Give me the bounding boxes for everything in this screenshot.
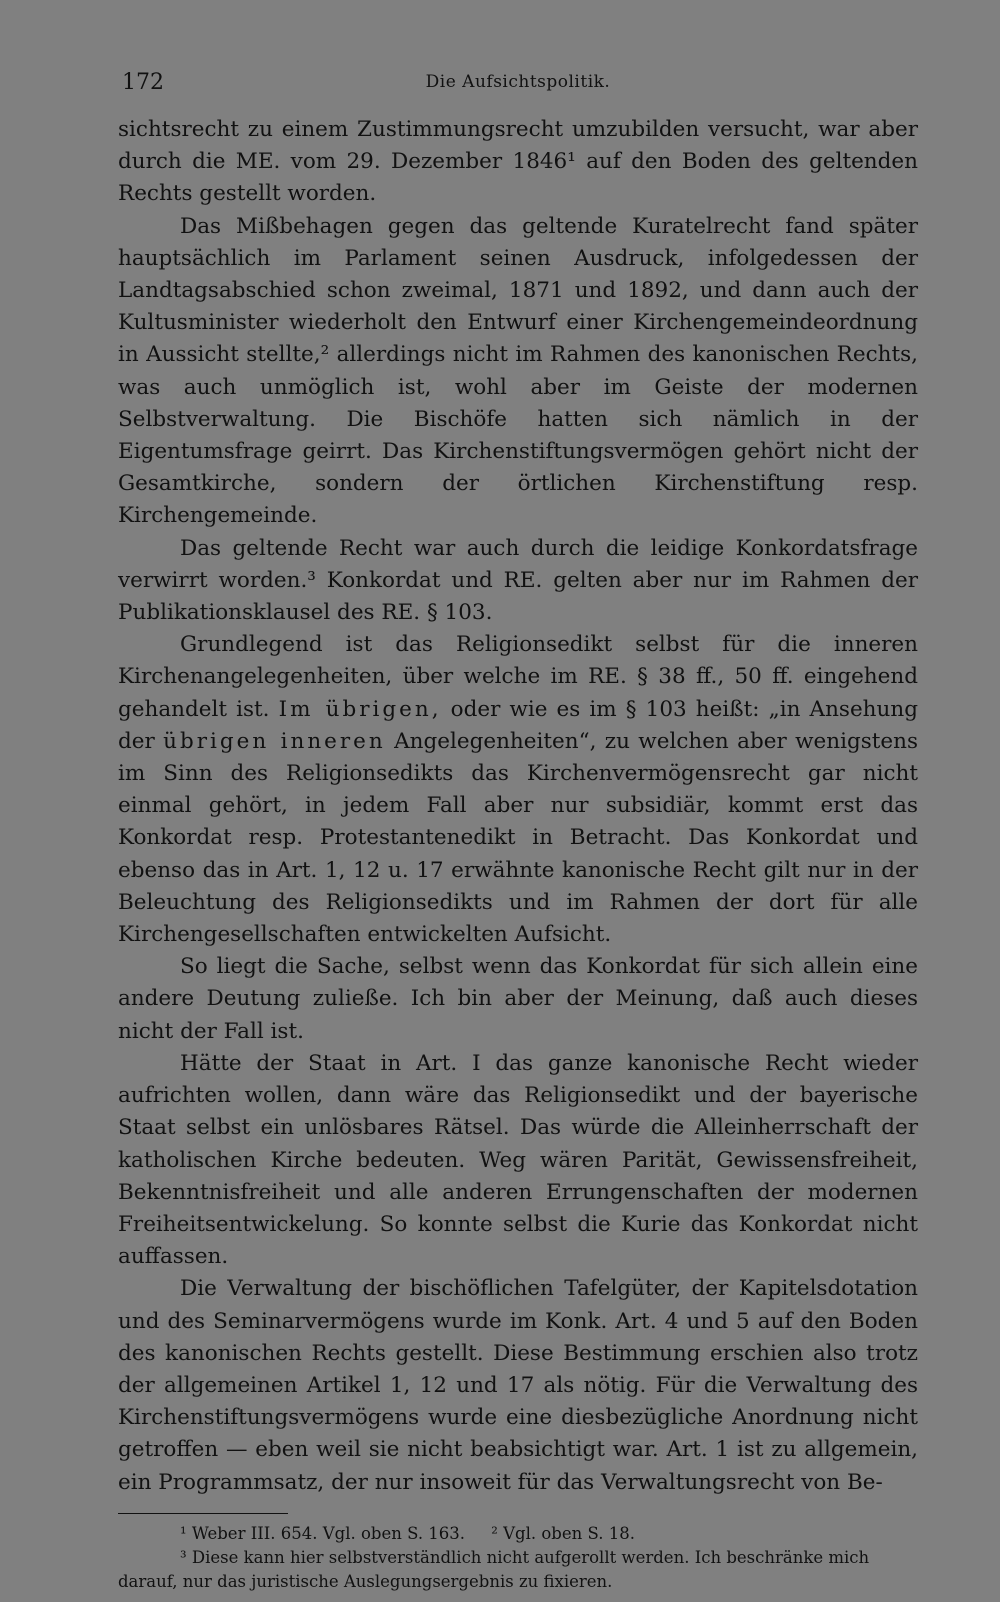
paragraph-4-start: Grundlegend ist das Religionsedikt selbst für die inneren Kirchenangelegenheiten, über welche im RE. § 38 ff., 50 ff. eingehend gehandelt ist. — [118, 632, 918, 722]
footnote-divider — [118, 1513, 288, 1514]
paragraph-2: Das Mißbehagen gegen das geltende Kuratelrecht fand später hauptsächlich im Parlament seinen Ausdruck, infolgedessen der Landtagsabschied schon zweimal, 1871 und 1892, und dann auch der Kultusminister wiederholt den Entwurf einer Kirchengemeindeordnung in Aussicht stellte,² allerdings nicht im Rahmen des kanonischen Rechts, was auch unmöglich ist, wohl aber im Geiste der modernen Selbstverwaltung. Die Bischöfe hatten sich nämlich in der Eigentumsfrage geirrt. Das Kirchenstiftungsvermögen gehört nicht der Gesamtkirche, sondern der örtlichen Kirchenstiftung resp. Kirchengemeinde. — [118, 213, 918, 529]
footnotes — [118, 1522, 918, 1594]
paragraph-4-end: Angelegenheiten“, zu welchen aber wenigstens im Sinn des Religionsedikts das Kirchenvermögensrecht gar nicht einmal gehört, in jedem Fall aber nur subsidiär, kommt erst das Konkordat resp. Protestantenedikt in Betracht. Das Konkordat und ebenso das in Art. 1, 12 u. 17 erwähnte kanonische Recht gilt nur in der Beleuchtung des Religionsedikts und im Rahmen der dort für alle Kirchengesellschaften entwickelten Aufsicht. — [118, 728, 918, 948]
footnote-3: ³ Diese kann hier selbstverständlich nicht aufgerollt werden. Ich beschränke mich darauf, nur das juristische Auslegungsergebnis zu fixieren. — [118, 1547, 870, 1591]
paragraph-5: So liegt die Sache, selbst wenn das Konkordat für sich allein eine andere Deutung zuließe. Ich bin aber der Meinung, daß auch dieses nicht der Fall ist. — [118, 954, 918, 1044]
paragraph-7: Die Verwaltung der bischöflichen Tafelgüter, der Kapitelsdotation und des Seminarvermögens wurde im Konk. Art. 4 und 5 auf den Boden des kanonischen Rechts gestellt. Diese Bestimmung erschien also trotz der allgemeinen Artikel 1, 12 und 17 als nötig. Für die Verwaltung des Kirchenstiftungsvermögens wurde eine diesbezügliche Anordnung nicht getroffen — eben weil sie nicht beabsichtigt war. Art. 1 ist zu allgemein, ein Programmsatz, der nur insoweit für das Verwaltungsrecht von Be- — [118, 1276, 918, 1495]
paragraph-6: Hätte der Staat in Art. I das ganze kanonische Recht wieder aufrichten wollen, dann wäre das Religionsedikt und der bayerische Staat selbst ein unlösbares Rätsel. Das würde die Alleinherrschaft der katholischen Kirche bedeuten. Weg wären Parität, Gewissensfreiheit, Bekenntnisfreiheit und alle anderen Errungenschaften der modernen Freiheitsentwickelung. So konnte selbst die Kurie das Konkordat nicht auffassen. — [118, 1050, 918, 1270]
paragraph-1: sichtsrecht zu einem Zustimmungsrecht umzubilden versucht, war aber durch die ME. vom 29. Dezember 1846¹ auf den Boden des geltenden Rechts gestellt worden. — [118, 117, 918, 207]
spaced-emphasis-2: übrigen inneren — [163, 728, 386, 754]
spaced-emphasis: Im übrigen, — [278, 696, 442, 722]
document-page — [118, 70, 918, 1594]
running-title: Die Aufsichtspolitik. — [425, 72, 611, 92]
page-number: 172 — [122, 70, 164, 95]
body-text — [118, 114, 918, 1499]
footnote-1-2: ¹ Weber III. 654. Vgl. oben S. 163. ² Vgl. oben S. 18. — [180, 1523, 635, 1543]
paragraph-3: Das geltende Recht war auch durch die leidige Konkordatsfrage verwirrt worden.³ Konkordat und RE. gelten aber nur im Rahmen der Publikationsklausel des RE. § 103. — [118, 535, 918, 626]
paragraph-4-quote: oder wie es im § 103 heißt: „in Ansehung der — [118, 696, 918, 754]
page-header — [118, 70, 918, 114]
paragraph-4 — [118, 629, 918, 951]
